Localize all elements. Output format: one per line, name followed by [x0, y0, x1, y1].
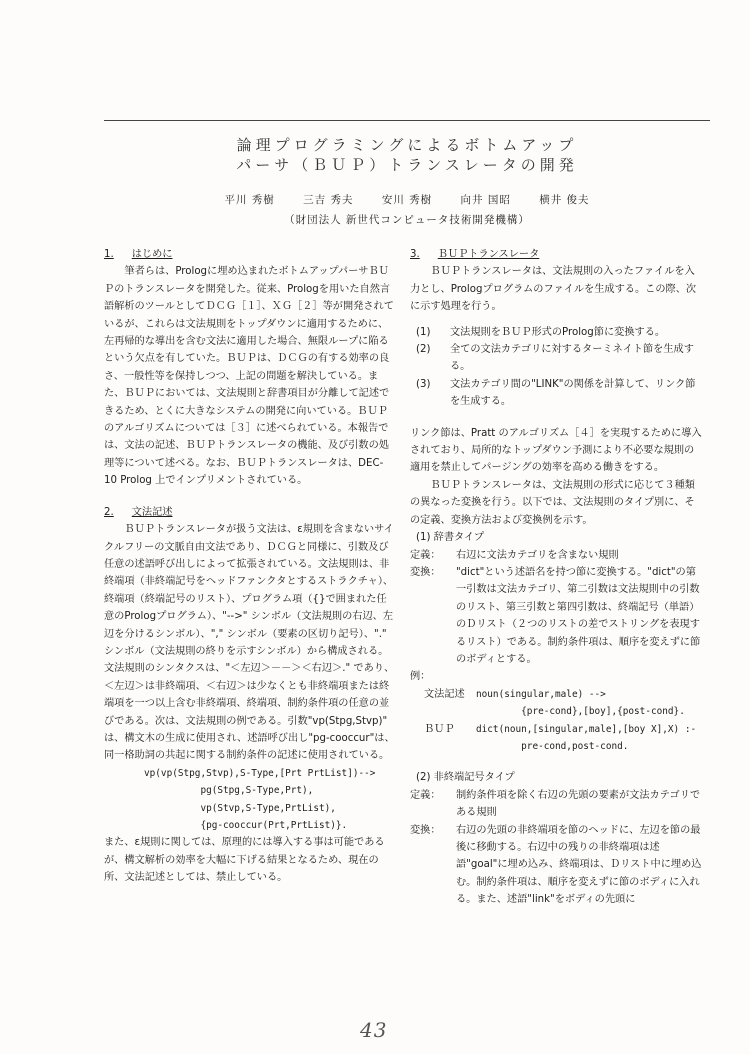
list-text: 文法カテゴリ間の"LINK"の関係を計算して、リンク節を生成する。	[450, 378, 696, 408]
conversion-text: 右辺の先頭の非終端項を節のヘッドに、左辺を節の最後に移動する。右辺中の残りの非終端項は述語"goal"に埋め込み、終端項は、Ｄリスト中に埋め込む。制約条件項は、順序を変えずに節のボディに入れる。また、述語"link"をボディの先頭に	[456, 824, 702, 906]
section-number: 1.	[104, 249, 114, 260]
code-line: vp(vp(Stpg,Stvp),S-Type,[Prt PrtList])-->	[144, 767, 376, 779]
list-number: (2)	[416, 344, 431, 356]
list-number: (1)	[416, 326, 431, 338]
list-number: (3)	[416, 378, 431, 390]
type2-conversion	[410, 822, 702, 909]
intro-paragraph: 筆者らは、Prologに埋め込まれたボトムアップパーサＢＵＰのトランスレータを開発した。従来、Prologを用いた自然言語解析のツールとしてＤＣＧ［１］、ＸＧ［２］等が開発されているが、これらは文法規則をトップダウンに適用するために、左再帰的な導出を含む文法に適用した場合、無限ループに陥るという欠点を有していた。ＢＵＰは、ＤＣＧの有する効率の良さ、一般性等を保持しつつ、上記の問題を解決している。また、ＢＵＰにおいては、文法規則と辞書項目が分離して記述できるため、とくに大きなシステムの開発に向いている。ＢＵＰのアルゴリズムについては［３］に述べられている。本報告では、文法の記述、ＢＵＰトランスレータの機能、及び引数の処理等について述べる。なお、ＢＵＰトランスレータは、DEC-10 Prolog 上でインプリメントされている。	[104, 266, 394, 487]
right-column	[410, 246, 702, 909]
header-rule	[104, 120, 710, 121]
conversion-paragraph: ＢＵＰトランスレータは、文法規則の形式に応じて３種類の異なった変換を行う。以下では、文法規則のタイプ別に、その定義、変換方法および変換例を示す。	[410, 479, 695, 526]
example-label: 例：	[410, 671, 431, 683]
section-number: 2.	[104, 506, 114, 518]
code-line: vp(Stvp,S-Type,PrtList),	[144, 802, 336, 814]
list-text: 文法規則をＢＵＰ形式のProlog節に変換する。	[450, 326, 666, 338]
example-grammar	[410, 686, 702, 721]
example-bup-code: dict(noun,[singular,male],[boy X],X) :- pre-cond,post-cond.	[476, 723, 697, 752]
link-paragraph: リンク節は、Pratt のアルゴリズム［４］を実現するために導入されており、局所的なトップダウン予測により不必要な規則の適用を禁止してパージングの効率を高める働きをする。	[410, 427, 702, 474]
example-bup	[410, 721, 702, 756]
definition-label: 定義：	[410, 789, 441, 801]
type2-heading: (2) 非終端記号タイプ	[416, 772, 515, 784]
section-title: 文法記述	[131, 506, 173, 518]
list-item	[416, 376, 702, 411]
section-heading-translator	[410, 246, 702, 263]
type1-heading: (1) 辞書タイプ	[416, 532, 485, 544]
section-heading-grammar	[104, 504, 396, 521]
author: 平川 秀樹	[224, 194, 275, 206]
definition-text: 右辺に文法カテゴリを含まない規則	[456, 549, 619, 561]
section-heading-intro	[104, 246, 396, 263]
definition-label: 定義：	[410, 549, 441, 561]
title-line-1: 論理プログラミングによるボトムアップ	[236, 136, 578, 154]
example-grammar-label: 文法記述	[424, 688, 465, 700]
affiliation: （財団法人 新世代コンピュータ技術開発機構）	[284, 214, 530, 226]
code-line: {pg-cooccur(Prt,PrtList)}.	[144, 820, 348, 831]
author: 安川 秀樹	[381, 194, 433, 206]
type1-conversion	[410, 564, 702, 668]
page-number: 43	[360, 1018, 388, 1042]
definition-text: 制約条件項を除く右辺の先頭の要素が文法カテゴリである規則	[456, 789, 701, 819]
author: 三吉 秀夫	[303, 194, 354, 206]
type2-definition	[410, 787, 702, 822]
section-title: はじめに	[131, 249, 173, 260]
list-item	[416, 324, 702, 341]
list-text: 全ての文法カテゴリに対するターミネイト節を生成する。	[450, 344, 694, 373]
conversion-text: "dict"という述語名を持つ節に変換する。"dict"の第一引数は文法カテゴリ、第二引数は文法規則中の引数のリスト、第三引数と第四引数は、終端記号（単語）のＤリスト（２つのリストの差でストリングを表現するリスト）である。制約条件項は、順序を変えずに節のボディとする。	[456, 566, 701, 665]
example-grammar-code: noun(singular,male) --> {pre-cond},[boy],{post-cond}.	[476, 688, 685, 718]
translator-paragraph: ＢＵＰトランスレータは、文法規則の入ったファイルを入力とし、Prologプログラムのファイルを生成する。この際、次に示す処理を行う。	[410, 266, 697, 313]
section-title: ＢＵＰトランスレータ	[437, 249, 540, 260]
conversion-label: 変換：	[410, 824, 441, 836]
left-column	[104, 246, 396, 887]
type1-definition	[410, 547, 702, 564]
example-bup-label: ＢＵＰ	[424, 723, 455, 735]
grammar-paragraph: ＢＵＰトランスレータが扱う文法は、ε規則を含まないサイクルフリーの文脈自由文法であり、ＤＣＧと同様に、引数及び任意の述語呼び出しによって拡張されている。文法規則は、非終端項（非終端記号をヘッドファンクタとするストラクチャ）、終端項（終端記号のリスト）、プログラム項（{}で囲まれた任意のPrologプログラム）、"-->" シンボル（文法規則の右辺、左辺を分けるシンボル）、"," シンボル（要素の区切り記号）、"." シンボル（文法規則の終りを示すシンボル）から構成される。文法規則のシンタクスは、"＜左辺＞－－＞＜右辺＞." であり、＜左辺＞は非終端項、＜右辺＞は少なくとも非終端項または終端項を一つ以上含む非終端項、終端項、制約条件項の任意の並びである。次は、文法規則の例である。引数"vp(Stpg,Stvp)" は、構文木の生成に使用され、述語呼び出し"pg-cooccur"は、同一格助詞の共起に関する制約条件の記述に使用されている。	[104, 524, 395, 762]
epsilon-paragraph: また、ε規則に関しては、原理的には導入する事は可能であるが、構文解析の効率を大幅に下げる結果となるため、現在の所、文法記述としては、禁止している。	[104, 837, 385, 884]
author: 向井 国昭	[460, 194, 511, 206]
author-list	[104, 192, 710, 207]
author: 横井 俊夫	[539, 194, 590, 206]
conversion-label: 変換：	[410, 566, 441, 578]
title-line-2: パーサ（ＢＵＰ）トランスレータの開発	[236, 156, 578, 174]
section-number: 3.	[410, 249, 420, 260]
list-item	[416, 341, 702, 376]
grammar-rule-example	[104, 765, 396, 835]
code-line: pg(Stpg,S-Type,Prt),	[144, 785, 314, 797]
